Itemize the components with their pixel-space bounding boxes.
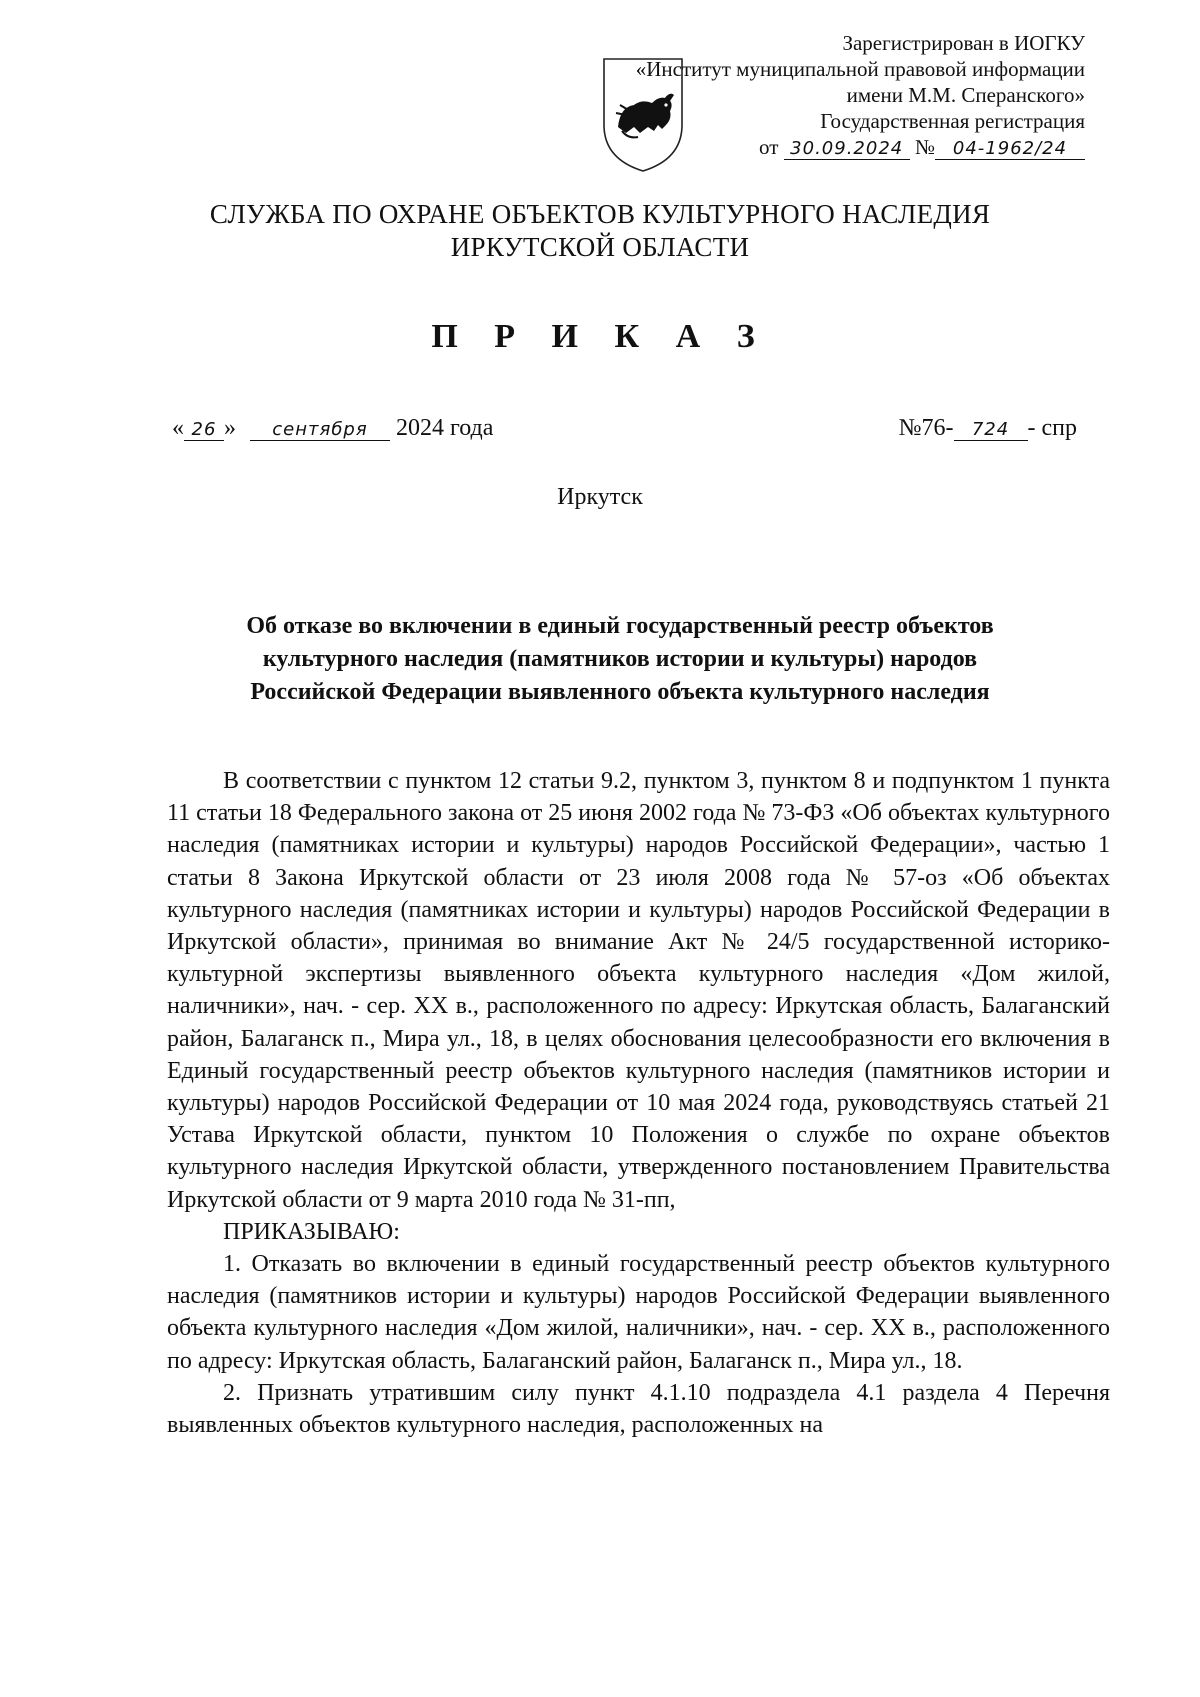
order-body <box>167 765 1110 1441</box>
registration-stamp <box>636 30 1085 160</box>
date-day: 26 <box>184 420 224 441</box>
irkutsk-coat-of-arms-icon <box>600 55 686 173</box>
date-year: 2024 года <box>396 415 494 441</box>
registration-line-5 <box>636 134 1085 160</box>
date-month: сентября <box>250 420 390 441</box>
order-title-line-1: Об отказе во включении в единый государственный реестр объектов <box>246 613 994 639</box>
order-title <box>150 610 1090 709</box>
agency-name-line-2: ИРКУТСКОЙ ОБЛАСТИ <box>450 232 750 262</box>
registration-number-label: № <box>914 135 935 159</box>
date-close-quote: » <box>224 415 236 441</box>
order-item-2: 2. Признать утратившим силу пункт 4.1.10 подраздела 4.1 раздела 4 Перечня выявленных объектов культурного наследия, расположенных на <box>167 1379 1110 1439</box>
registration-date: 30.09.2024 <box>784 139 910 160</box>
registration-from-label: от <box>759 135 779 159</box>
order-title-line-2: культурного наследия (памятников истории и культуры) народов <box>262 646 978 672</box>
registration-line-3: имени М.М. Сперанского» <box>846 83 1085 107</box>
date-open-quote: « <box>172 415 184 441</box>
registration-line-2: «Институт муниципальной правовой информации <box>635 57 1085 81</box>
order-date <box>172 415 493 442</box>
document-type-heading: П Р И К А З <box>431 318 769 355</box>
order-item-1: 1. Отказать во включении в единый государственный реестр объектов культурного наследия (памятников истории и культуры) народов Российской Федерации выявленного объекта культурного наследия «Дом жилой, наличники», нач. - сер. XX в., расположенного по адресу: Иркутская область, Балаганский район, Балаганск п., Мира ул., 18. <box>167 1251 1110 1374</box>
registration-line-4: Государственная регистрация <box>820 109 1085 133</box>
order-number-suffix: - спр <box>1027 415 1077 441</box>
order-title-line-3: Российской Федерации выявленного объекта культурного наследия <box>250 679 990 705</box>
agency-name-line-1: СЛУЖБА ПО ОХРАНЕ ОБЪЕКТОВ КУЛЬТУРНОГО НАСЛЕДИЯ <box>209 199 991 229</box>
order-number-prefix: №76- <box>898 415 954 441</box>
registration-number: 04-1962/24 <box>935 139 1085 160</box>
order-number <box>899 415 1077 442</box>
registration-line-1: Зарегистрирован в ИОГКУ <box>842 31 1085 55</box>
preamble-paragraph: В соответствии с пунктом 12 статьи 9.2, пунктом 3, пунктом 8 и подпунктом 1 пункта 11 статьи 18 Федерального закона от 25 июня 2002 года № 73-ФЗ «Об объектах культурного наследия (памятниках истории и культуры) народов Российской Федерации», частью 1 статьи 8 Закона Иркутской области от 23 июля 2008 года № 57-оз «Об объектах культурного наследия (памятниках истории и культуры) народов Российской Федерации в Иркутской области», принимая во внимание Акт № 24/5 государственной историко-культурной экспертизы выявленного объекта культурного наследия «Дом жилой, наличники», нач. - сер. XX в., расположенного по адресу: Иркутская область, Балаганский район, Балаганск п., Мира ул., 18, в целях обоснования целесообразности его включения в Единый государственный реестр объектов культурного наследия (памятников истории и культуры) народов Российской Федерации от 10 мая 2024 года, руководствуясь статьей 21 Устава Иркутской области, пунктом 10 Положения о службе по охране объектов культурного наследия Иркутской области, утвержденного постановлением Правительства Иркутской области от 9 марта 2010 года № 31-пп, <box>167 768 1110 1213</box>
order-word: ПРИКАЗЫВАЮ: <box>223 1218 400 1245</box>
order-number-value: 724 <box>954 420 1028 441</box>
city-name: Иркутск <box>557 484 643 510</box>
